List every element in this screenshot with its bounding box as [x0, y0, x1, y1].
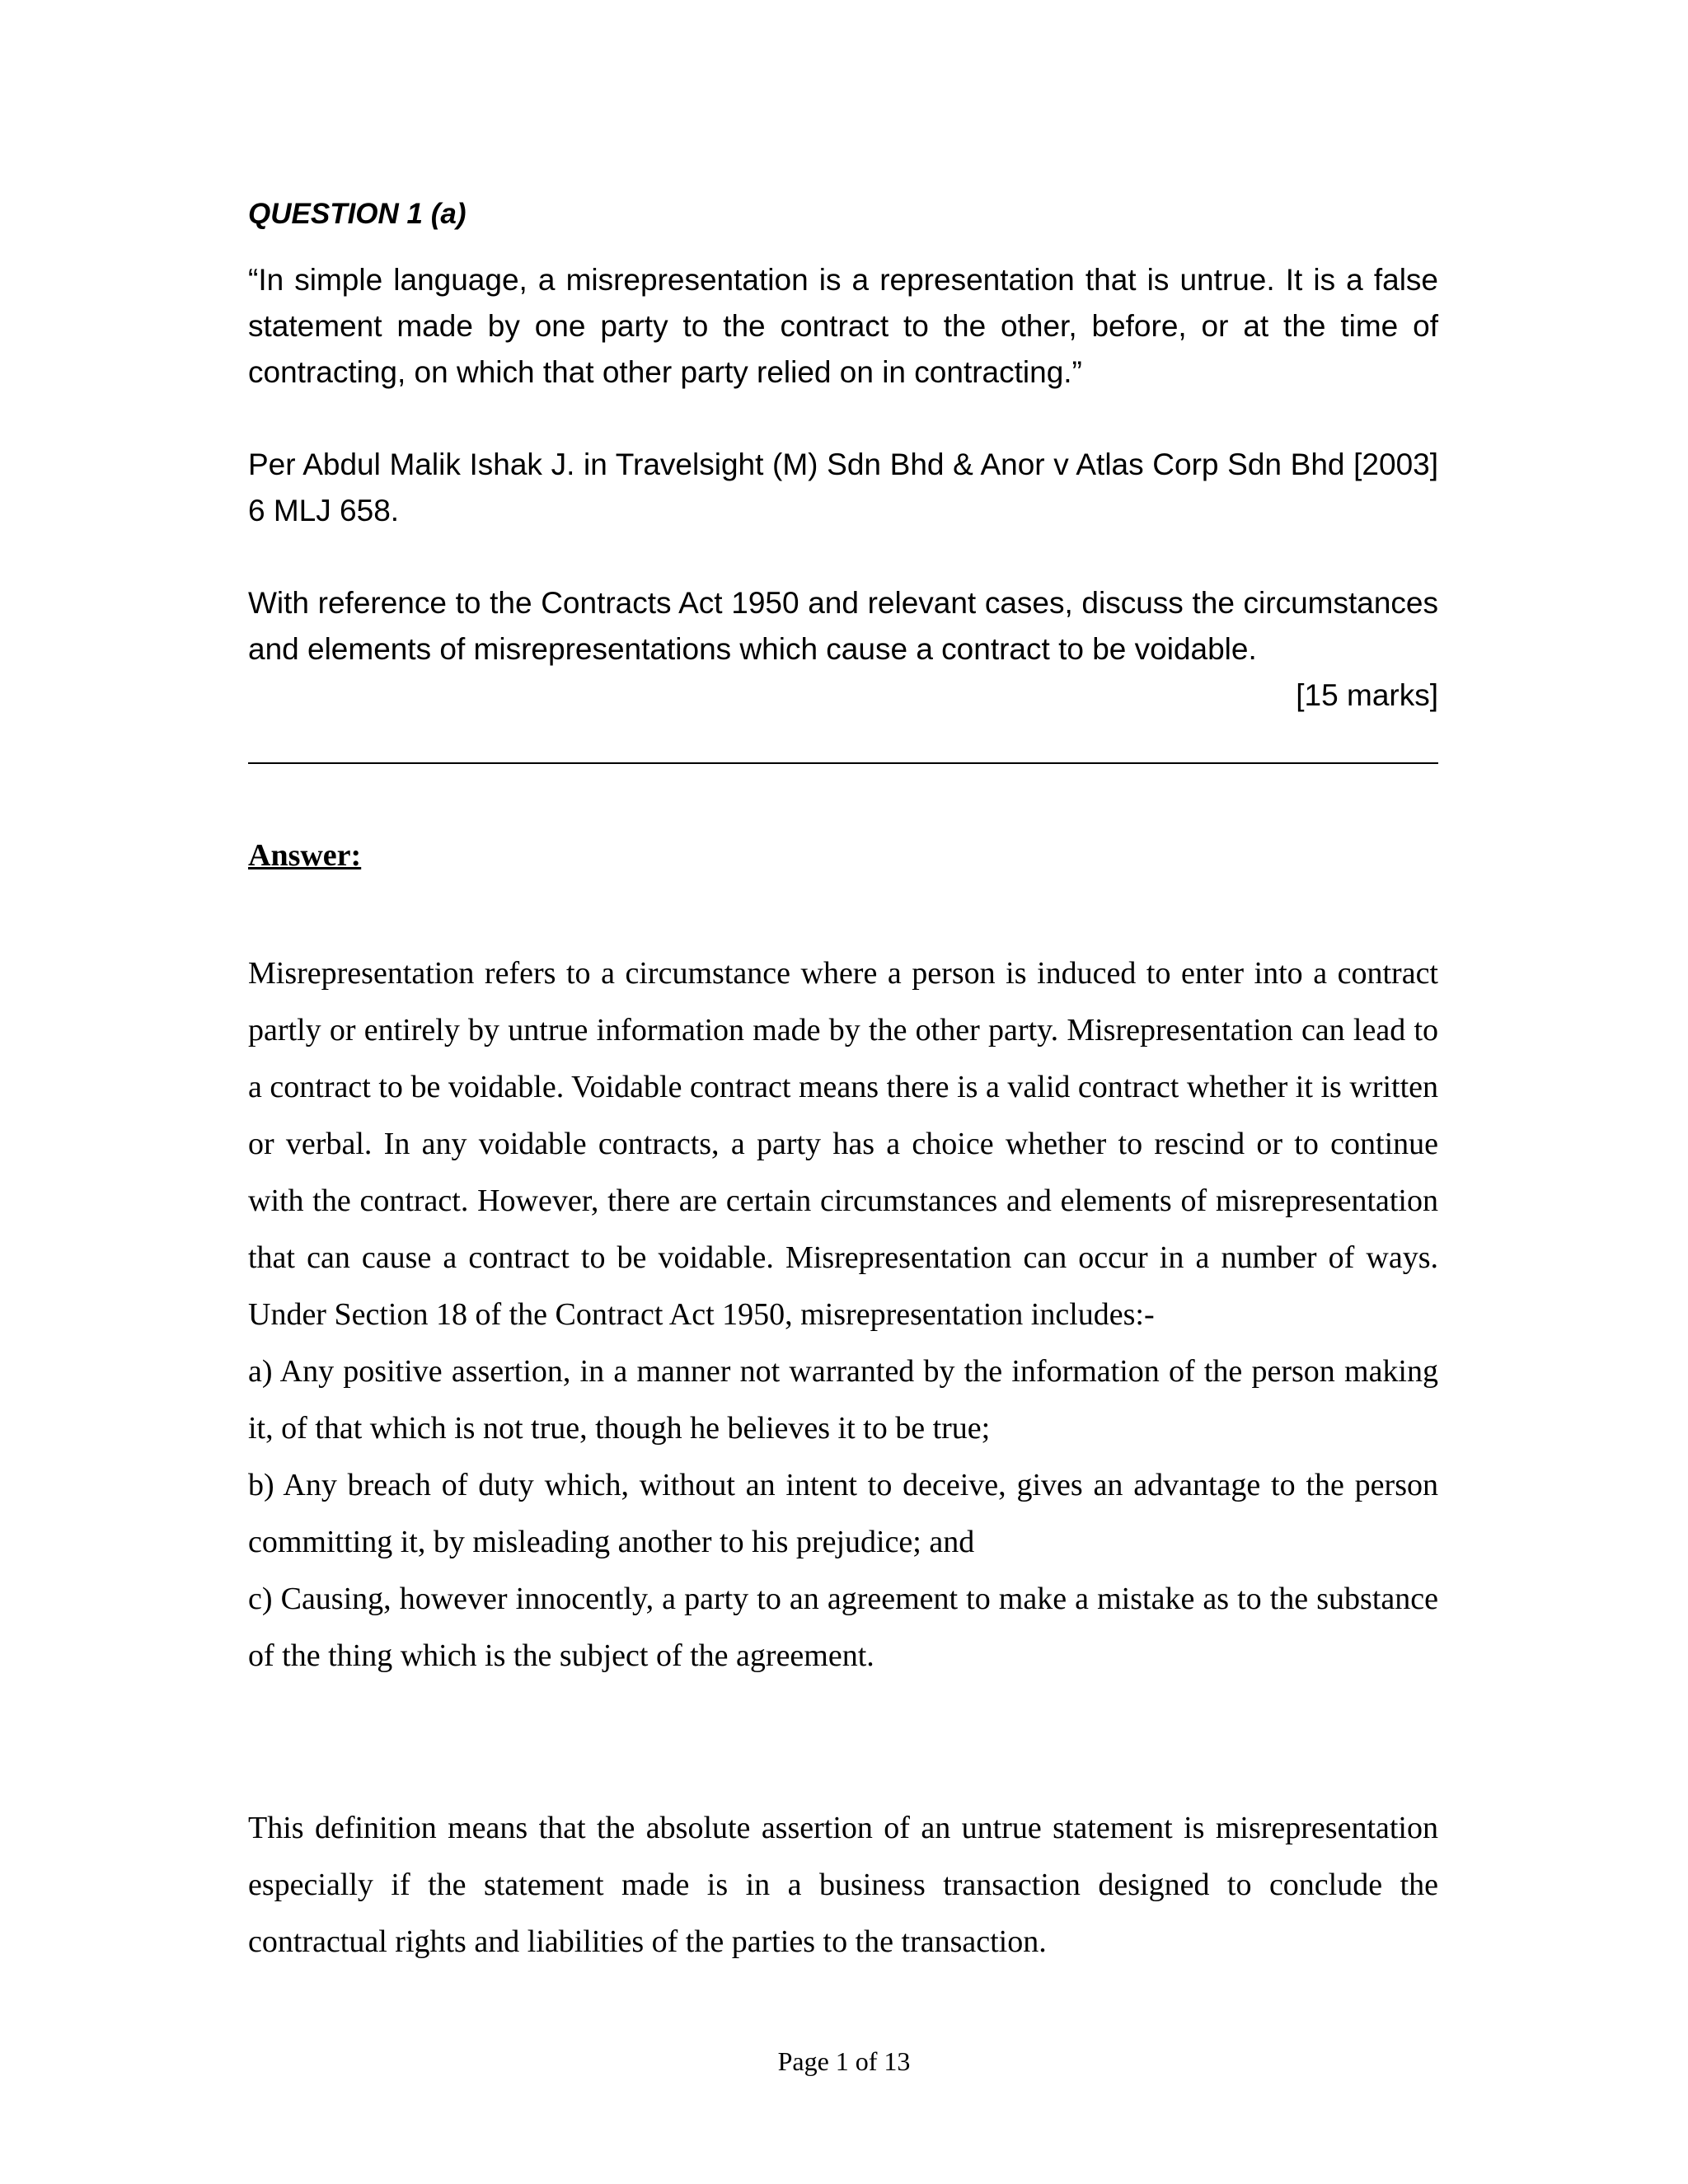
page-number: Page 1 of 13 [777, 2046, 911, 2076]
answer-list-item-b: b) Any breach of duty which, without an intent to deceive, gives an advantage to the person committing it, by misleading another to his prejudice; and [248, 1468, 1438, 1559]
answer-paragraph-1: Misrepresentation refers to a circumstance where a person is induced to enter into a contract partly or entirely by untrue information made by the other party. Misrepresentation can lead to a contract to be voidable. Voidable contract means there is a valid contract whether it is written or verbal. In any voidable contracts, a party has a choice whether to rescind or to continue with the contract. However, there are certain circumstances and elements of misrepresentation that can cause a contract to be voidable. Misrepresentation can occur in a number of ways. Under Section 18 of the Contract Act 1950, misrepresentation includes:- [248, 956, 1438, 1332]
question-instruction: With reference to the Contracts Act 1950 and relevant cases, discuss the circumstances and elements of misrepresentations which cause a contract to be voidable. [248, 586, 1438, 666]
question-marks: [15 marks] [1296, 678, 1438, 712]
answer-list-item-a: a) Any positive assertion, in a manner not warranted by the information of the person making it, of that which is not true, though he believes it to be true; [248, 1354, 1438, 1446]
answer-paragraph-2: This definition means that the absolute assertion of an untrue statement is misrepresentation especially if the statement made is in a business transaction designed to conclude the contractual rights and liabilities of the parties to the transaction. [248, 1811, 1438, 1959]
question-citation: Per Abdul Malik Ishak J. in Travelsight (M) Sdn Bhd & Anor v Atlas Corp Sdn Bhd [2003] 6 MLJ 658. [248, 448, 1438, 527]
answer-list-item-c: c) Causing, however innocently, a party to an agreement to make a mistake as to the substance of the thing which is the subject of the agreement. [248, 1582, 1438, 1673]
answer-body-continued [248, 1800, 1438, 1971]
question-title: QUESTION 1 (a) [248, 198, 467, 230]
answer-heading: Answer: [248, 838, 362, 873]
answer-body [248, 945, 1438, 1685]
section-divider [248, 762, 1438, 764]
question-quote: “In simple language, a misrepresentation is a representation that is untrue. It is a false statement made by one party to the contract to the other, before, or at the time of contracting, on which that other party relied on in contracting.” [248, 263, 1438, 389]
